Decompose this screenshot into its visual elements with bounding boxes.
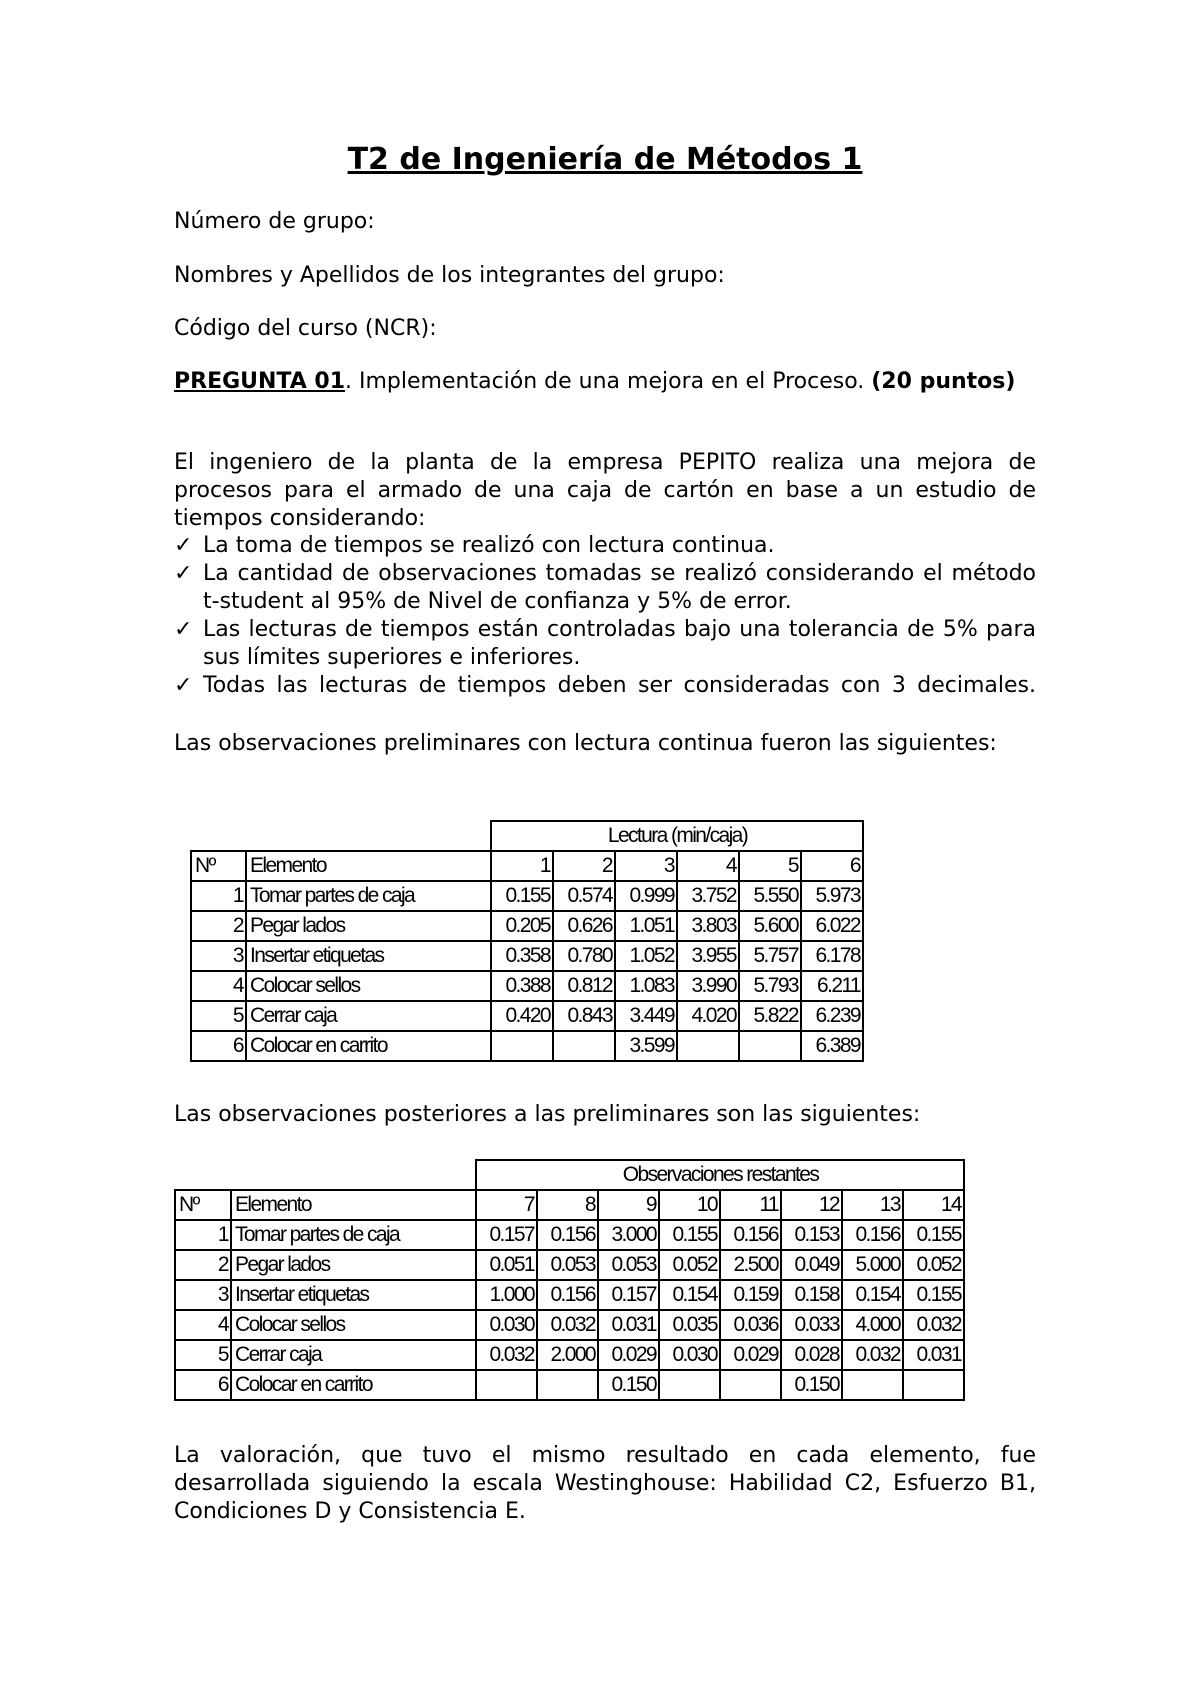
blank-cell	[191, 821, 246, 851]
column-header: Nº	[175, 1190, 231, 1220]
table-cell: 6.211	[801, 971, 863, 1001]
blank-cell	[246, 821, 491, 851]
post-intro: Las observaciones posteriores a las preliminares son las siguientes:	[174, 1102, 921, 1127]
column-header: 4	[677, 851, 739, 881]
table-cell: 0.032	[842, 1340, 903, 1370]
table-cell: 0.157	[598, 1280, 659, 1310]
table-cell: 6	[191, 1031, 246, 1061]
table-cell: 0.028	[781, 1340, 842, 1370]
table-cell: 5.000	[842, 1250, 903, 1280]
table-cell: 4.020	[677, 1001, 739, 1031]
table-cell: 0.155	[491, 881, 553, 911]
table-cell: Insertar etiquetas	[246, 941, 491, 971]
column-header: 13	[842, 1190, 903, 1220]
table-row	[175, 1250, 964, 1280]
table-cell: 4.000	[842, 1310, 903, 1340]
table-cell: 0.205	[491, 911, 553, 941]
conditions-list	[174, 532, 1036, 700]
table-cell: 5.822	[739, 1001, 801, 1031]
table-row	[191, 971, 863, 1001]
table-cell: 4	[175, 1310, 231, 1340]
table-cell: Tomar partes de caja	[231, 1220, 476, 1250]
table-cell: 0.150	[598, 1370, 659, 1400]
table-cell	[553, 1031, 615, 1061]
table-cell: 0.155	[659, 1220, 720, 1250]
column-header: 10	[659, 1190, 720, 1220]
table-cell	[659, 1370, 720, 1400]
table-cell: 0.626	[553, 911, 615, 941]
blank-cell	[175, 1160, 231, 1190]
table-cell: 1.051	[615, 911, 677, 941]
table-cell: 2.500	[720, 1250, 781, 1280]
table-cell: 0.154	[842, 1280, 903, 1310]
table-cell: 5.793	[739, 971, 801, 1001]
check-icon: ✓	[174, 673, 193, 698]
column-header: 11	[720, 1190, 781, 1220]
table-cell: 0.156	[720, 1220, 781, 1250]
table-row	[191, 881, 863, 911]
table-cell: 3.000	[598, 1220, 659, 1250]
table-cell: 0.156	[537, 1280, 598, 1310]
table-cell: 0.051	[476, 1250, 537, 1280]
column-header: Nº	[191, 851, 246, 881]
table-row	[175, 1310, 964, 1340]
table-cell: 1.052	[615, 941, 677, 971]
table-row	[175, 1340, 964, 1370]
column-header: 7	[476, 1190, 537, 1220]
question-label: PREGUNTA 01	[174, 369, 346, 394]
table-cell: 0.052	[659, 1250, 720, 1280]
table-cell: 0.574	[553, 881, 615, 911]
table-cell: 0.053	[537, 1250, 598, 1280]
list-item: ✓ Las lecturas de tiempos están controladas bajo una tolerancia de 5% para sus límites superiores e inferiores.	[174, 617, 1036, 670]
table-cell: 2	[191, 911, 246, 941]
list-item: ✓ La toma de tiempos se realizó con lectura continua.	[174, 533, 775, 558]
table-cell: 0.154	[659, 1280, 720, 1310]
table-cell: Tomar partes de caja	[246, 881, 491, 911]
table-cell: 5.550	[739, 881, 801, 911]
table-cell: 0.999	[615, 881, 677, 911]
table-cell: 1.000	[476, 1280, 537, 1310]
table-cell: 3.990	[677, 971, 739, 1001]
check-icon: ✓	[174, 617, 193, 642]
table-header-row	[191, 851, 863, 881]
table-cell: 3	[175, 1280, 231, 1310]
table-cell: 5	[191, 1001, 246, 1031]
prelim-intro: Las observaciones preliminares con lectura continua fueron las siguientes:	[174, 731, 997, 756]
column-header: Elemento	[231, 1190, 476, 1220]
list-item: ✓ La cantidad de observaciones tomadas se realizó considerando el método t-student al 95% de Nivel de confianza y 5% de error.	[174, 561, 1036, 614]
table-cell: 1	[175, 1220, 231, 1250]
table-cell: 5	[175, 1340, 231, 1370]
question-text: . Implementación de una mejora en el Proceso.	[345, 369, 872, 394]
table-cell: 0.158	[781, 1280, 842, 1310]
table-cell: 0.052	[903, 1250, 964, 1280]
table-cell: 0.031	[598, 1310, 659, 1340]
column-header: 1	[491, 851, 553, 881]
table-cell: Colocar sellos	[231, 1310, 476, 1340]
table-row	[191, 911, 863, 941]
table-cell: Colocar en carrito	[231, 1370, 476, 1400]
table-cell: 0.032	[476, 1340, 537, 1370]
column-header: 12	[781, 1190, 842, 1220]
group-number-field: Número de grupo:	[174, 209, 375, 234]
table-cell	[476, 1370, 537, 1400]
table-cell: 0.157	[476, 1220, 537, 1250]
table-cell: 0.358	[491, 941, 553, 971]
table-cell	[739, 1031, 801, 1061]
table-cell: Colocar sellos	[246, 971, 491, 1001]
table-cell: 0.031	[903, 1340, 964, 1370]
column-header: 14	[903, 1190, 964, 1220]
column-header: Elemento	[246, 851, 491, 881]
table-cell: Cerrar caja	[246, 1001, 491, 1031]
table-row	[191, 1031, 863, 1061]
table-cell: Insertar etiquetas	[231, 1280, 476, 1310]
table-cell: 0.420	[491, 1001, 553, 1031]
table-cell: Pegar lados	[246, 911, 491, 941]
blank-cell	[231, 1160, 476, 1190]
question-heading	[174, 368, 1036, 396]
column-header: 8	[537, 1190, 598, 1220]
table-cell	[903, 1370, 964, 1400]
table-cell: 0.780	[553, 941, 615, 971]
table-cell: 3	[191, 941, 246, 971]
members-field: Nombres y Apellidos de los integrantes del grupo:	[174, 263, 725, 288]
check-icon: ✓	[174, 561, 193, 586]
table-cell: 0.156	[537, 1220, 598, 1250]
table-cell: 0.033	[781, 1310, 842, 1340]
table-cell: 0.159	[720, 1280, 781, 1310]
document-title: T2 de Ingeniería de Métodos 1	[347, 142, 863, 177]
table-group-header: Lectura (min/caja)	[491, 821, 863, 851]
table-cell	[842, 1370, 903, 1400]
column-header: 2	[553, 851, 615, 881]
table-cell: 0.032	[537, 1310, 598, 1340]
table-cell: 0.155	[903, 1280, 964, 1310]
intro-paragraph: El ingeniero de la planta de la empresa PEPITO realiza una mejora de procesos para el armado de una caja de cartón en base a un estudio de tiempos considerando:	[174, 450, 1036, 531]
table-cell: Colocar en carrito	[246, 1031, 491, 1061]
table-cell: 0.155	[903, 1220, 964, 1250]
table-cell: Cerrar caja	[231, 1340, 476, 1370]
table-cell: 6.022	[801, 911, 863, 941]
table-cell: 5.757	[739, 941, 801, 971]
table-cell: 6.239	[801, 1001, 863, 1031]
table-cell: 5.600	[739, 911, 801, 941]
table-cell: 1	[191, 881, 246, 911]
table-cell: 0.388	[491, 971, 553, 1001]
table-cell: 0.032	[903, 1310, 964, 1340]
table-row	[175, 1220, 964, 1250]
table-cell	[537, 1370, 598, 1400]
column-header: 5	[739, 851, 801, 881]
table-cell: 6.178	[801, 941, 863, 971]
table-cell: 0.150	[781, 1370, 842, 1400]
column-header: 3	[615, 851, 677, 881]
column-header: 9	[598, 1190, 659, 1220]
table-row	[191, 1001, 863, 1031]
table-row	[191, 941, 863, 971]
table-cell: 6.389	[801, 1031, 863, 1061]
table-cell: Pegar lados	[231, 1250, 476, 1280]
table-cell: 0.812	[553, 971, 615, 1001]
column-header: 6	[801, 851, 863, 881]
table-cell: 0.049	[781, 1250, 842, 1280]
table-cell: 2	[175, 1250, 231, 1280]
table-cell: 0.156	[842, 1220, 903, 1250]
table-cell: 3.599	[615, 1031, 677, 1061]
table-cell: 6	[175, 1370, 231, 1400]
table-cell: 3.752	[677, 881, 739, 911]
table-cell: 0.029	[720, 1340, 781, 1370]
table-cell: 4	[191, 971, 246, 1001]
table-cell: 0.843	[553, 1001, 615, 1031]
table-cell: 1.083	[615, 971, 677, 1001]
table-cell	[491, 1031, 553, 1061]
remaining-observations-table	[174, 1159, 965, 1401]
table-cell: 2.000	[537, 1340, 598, 1370]
valuation-paragraph: La valoración, que tuvo el mismo resultado en cada elemento, fue desarrollada siguiendo la escala Westinghouse: Habilidad C2, Esfuerzo B1, Condiciones D y Consistencia E.	[174, 1443, 1036, 1524]
table-cell: 0.030	[476, 1310, 537, 1340]
prelim-readings-table	[190, 820, 864, 1062]
table-cell: 3.803	[677, 911, 739, 941]
table-cell: 0.029	[598, 1340, 659, 1370]
table-cell	[720, 1370, 781, 1400]
table-cell: 3.955	[677, 941, 739, 971]
table-cell: 3.449	[615, 1001, 677, 1031]
table-cell: 0.053	[598, 1250, 659, 1280]
table-row	[175, 1280, 964, 1310]
list-item: ✓ Todas las lecturas de tiempos deben ser consideradas con 3 decimales.	[174, 673, 1036, 698]
table-cell	[677, 1031, 739, 1061]
table-cell: 0.035	[659, 1310, 720, 1340]
check-icon: ✓	[174, 533, 193, 558]
table-cell: 0.153	[781, 1220, 842, 1250]
table-cell: 0.030	[659, 1340, 720, 1370]
table-cell: 5.973	[801, 881, 863, 911]
table-group-header: Observaciones restantes	[476, 1160, 964, 1190]
course-code-field: Código del curso (NCR):	[174, 316, 437, 341]
table-header-row	[175, 1190, 964, 1220]
table-row	[175, 1370, 964, 1400]
question-points: (20 puntos)	[871, 369, 1016, 394]
table-cell: 0.036	[720, 1310, 781, 1340]
